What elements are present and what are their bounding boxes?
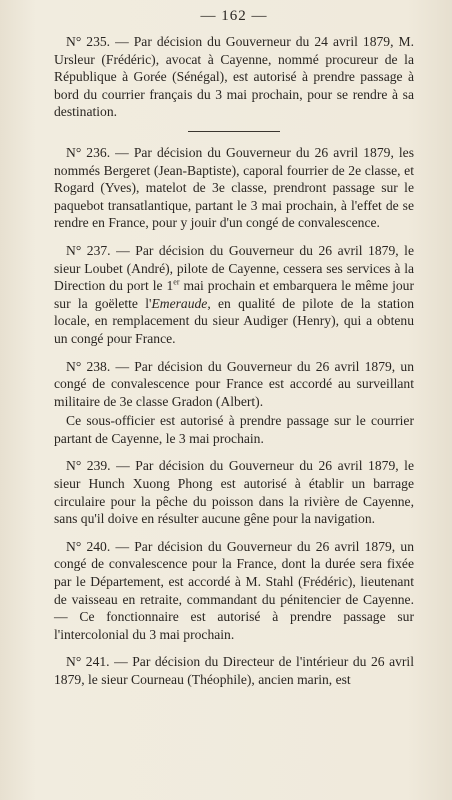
page-number: — 162 — xyxy=(200,8,268,24)
entry-text: — Par décision du Gouverneur du 26 avril 1879, un congé de convalescence pour la France, dont la durée sera fixée par le Département, est accordé à M. Stahl (Frédéric), lieutenant de vaisseau en retraite, commandant du pénitencier de Cayenne. — Ce fonctionnaire est autorisé à prendre passage sur l'intercolonial du 3 mai prochain. xyxy=(54,538,414,642)
superscript-er: er xyxy=(173,277,180,287)
entry-235 xyxy=(54,33,414,121)
entry-text: — Par décision du Directeur de l'intérieur du 26 avril 1879, le sieur Courneau (Théophile), ancien marin, est xyxy=(54,654,414,687)
entry-number: N° 241. xyxy=(66,654,110,670)
entry-238-continuation: Ce sous-officier est autorisé à prendre passage sur le courrier partant de Cayenne, le 3 mai prochain. xyxy=(54,413,414,446)
entry-text: — Par décision du Gouverneur du 26 avril 1879, le sieur Hunch Xuong Phong est autorisé à établir un barrage circulaire pour la pêche du poisson dans la rivière de Cayenne, sans qu'il doive en résulter aucune gêne pour la navigation. xyxy=(54,458,414,527)
entry-239 xyxy=(54,457,414,527)
ship-name: Emeraude xyxy=(151,295,208,311)
entry-text: — Par décision du Gouverneur du 26 avril 1879, les nommés Bergeret (Jean-Baptiste), caporal fourrier de 2e classe, et Rogard (Yves), matelot de 3e classe, prendront passage sur le paquebot transatlantique, partant le 3 mai prochain, à l'effet de se rendre en France, pour y jouir d'un congé de convalescence. xyxy=(54,144,414,231)
entry-236 xyxy=(54,144,414,232)
entry-number: N° 236. xyxy=(66,144,111,160)
entry-number: N° 238. xyxy=(66,358,111,374)
entry-number: N° 240. xyxy=(66,538,111,554)
entry-237 xyxy=(54,242,414,348)
entry-text-part: , en qualité de pilote de la station locale, en remplacement du sieur Audiger (Henry), qui a obtenu un congé pour France. xyxy=(54,295,415,346)
entry-number: N° 237. xyxy=(66,242,111,258)
entry-241 xyxy=(54,653,414,688)
entry-238 xyxy=(54,358,414,411)
entry-text: — Par décision du Gouverneur du 24 avril 1879, M. Ursleur (Frédéric), avocat à Cayenne, nommé procureur de la République à Gorée (Sénégal), est autorisé à prendre passage à bord du courrier français du 3 mai prochain, pour se rendre à sa destination. xyxy=(54,34,414,120)
entry-number: N° 235. xyxy=(66,34,111,49)
entry-text-part: mai prochain et embarquera le même jour sur la goëlette l' xyxy=(54,278,414,311)
entry-240 xyxy=(54,538,414,644)
entry-number: N° 239. xyxy=(66,458,111,474)
section-divider xyxy=(188,131,280,132)
entry-text-part: — Par décision du Gouverneur du 26 avril 1879, le sieur Loubet (André), pilote de Cayenne, cessera ses services à la Direction du port le 1 xyxy=(54,242,414,294)
entry-text: — Par décision du Gouverneur du 26 avril 1879, un congé de convalescence pour France est accordé au surveillant militaire de 3e classe Gradon (Albert). xyxy=(54,358,414,409)
